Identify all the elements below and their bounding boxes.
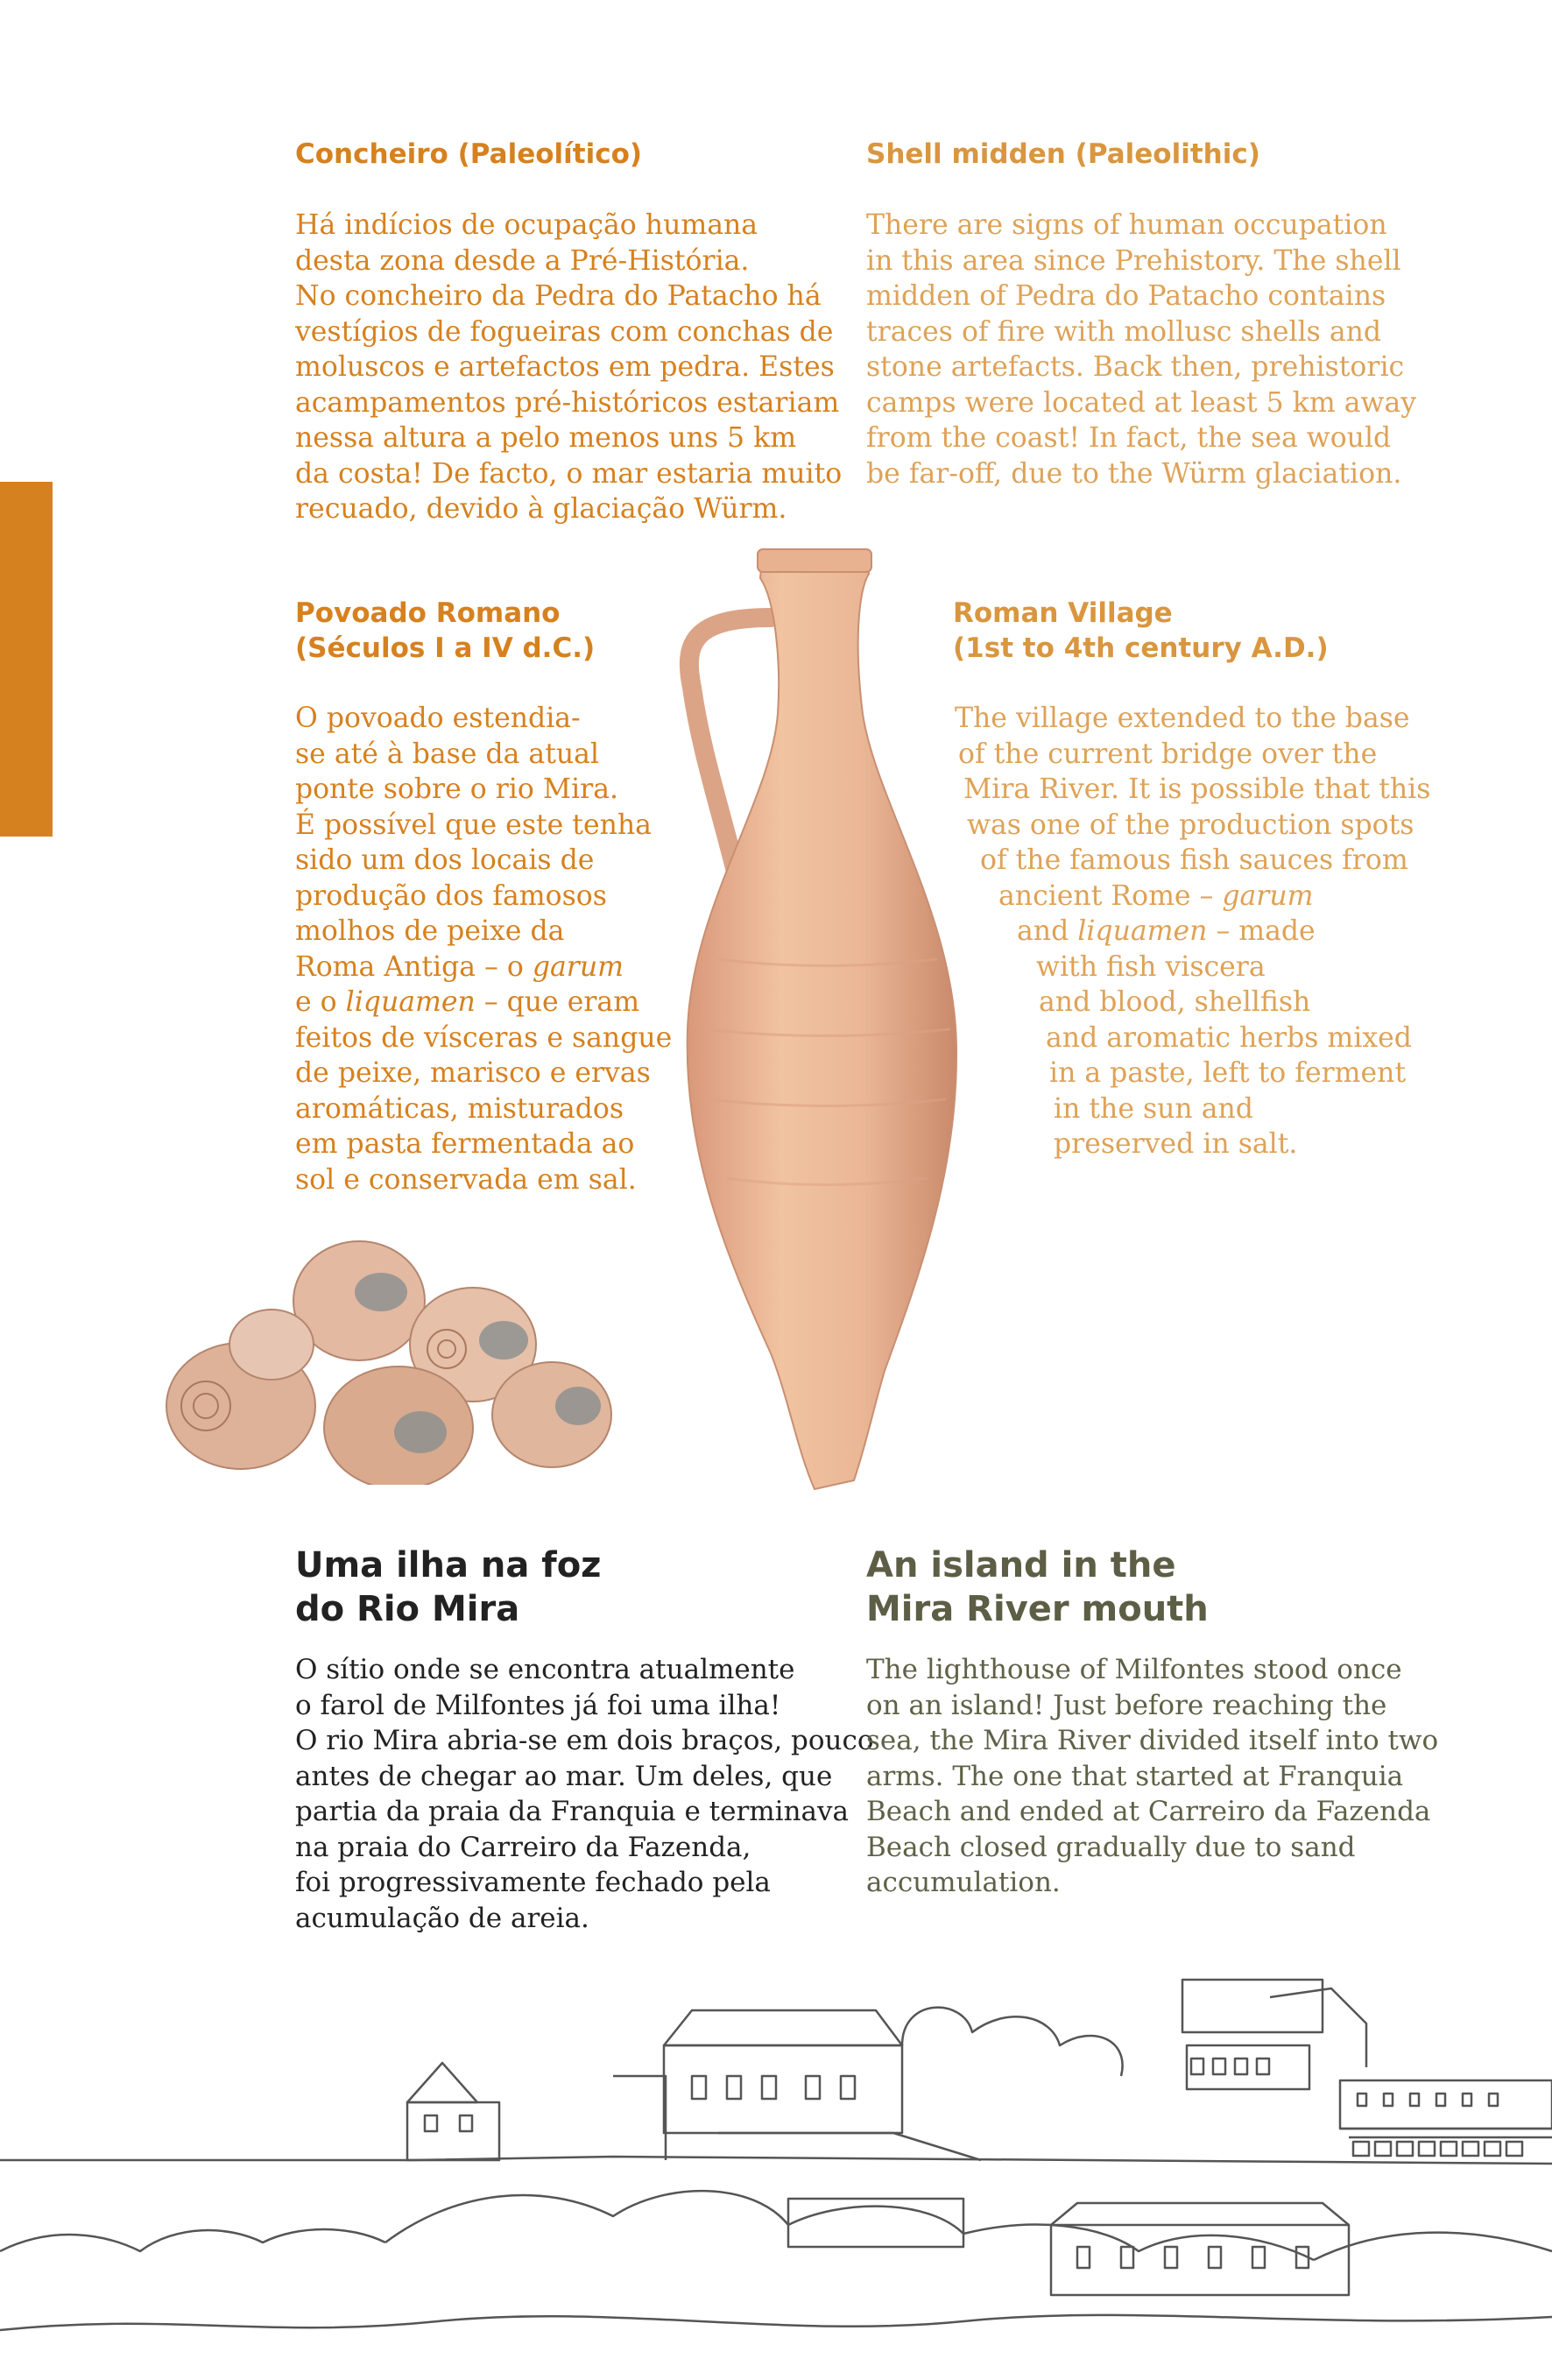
- text-line: stone artefacts. Back then, prehistoric: [866, 351, 1405, 383]
- text-line: be far-off, due to the Würm glaciation.: [866, 457, 1402, 490]
- text-line: preserved in salt.: [1054, 1128, 1298, 1160]
- text-line: Há indícios de ocupação humana: [295, 209, 758, 241]
- text-line: in the sun and: [1054, 1092, 1253, 1125]
- text-fragment: and: [1017, 915, 1078, 947]
- text-line: No concheiro da Pedra do Patacho há: [295, 280, 822, 312]
- text-line: on an island! Just before reaching the: [866, 1689, 1387, 1721]
- text-line: Beach and ended at Carreiro da Fazenda: [866, 1796, 1431, 1827]
- paleolithic-title-en: Shell midden (Paleolithic): [866, 138, 1260, 170]
- text-line: aromáticas, misturados: [295, 1092, 624, 1125]
- text-line: vestígios de fogueiras com conchas de: [295, 315, 834, 348]
- text-line: from the coast! In fact, the sea would: [866, 422, 1392, 454]
- text-fragment: e o: [295, 986, 346, 1018]
- text-line: moluscos e artefactos em pedra. Estes: [295, 351, 835, 383]
- village-skyline-illustration: [0, 1962, 1552, 2380]
- text-line: produção dos famosos: [295, 879, 607, 912]
- text-fragment: – made: [1207, 915, 1316, 947]
- text-line: da costa! De facto, o mar estaria muito: [295, 457, 843, 490]
- text-line: O rio Mira abria-se em dois braços, pouco: [295, 1725, 874, 1756]
- text-line: antes de chegar ao mar. Um deles, que: [295, 1760, 833, 1792]
- text-line: camps were located at least 5 km away: [866, 386, 1417, 419]
- text-line: ponte sobre o rio Mira.: [295, 773, 619, 805]
- text-line: sido um dos locais de: [295, 844, 595, 876]
- text-line: was one of the production spots: [967, 809, 1414, 841]
- roman-title-pt-line2: (Séculos I a IV d.C.): [295, 632, 596, 664]
- text-line: and blood, shellfish: [1039, 986, 1311, 1018]
- text-line: desta zona desde a Pré-História.: [295, 244, 750, 277]
- roman-title-en: [953, 596, 1329, 666]
- paleolithic-title-pt: Concheiro (Paleolítico): [295, 138, 643, 170]
- text-line: of the current bridge over the: [958, 738, 1378, 770]
- text-line: The village extended to the base: [955, 703, 1410, 734]
- paleolithic-text-pt: [295, 208, 842, 527]
- roman-title-en-line1: Roman Village: [953, 597, 1173, 629]
- island-text-en: [866, 1652, 1438, 1901]
- island-title-pt-line1: Uma ilha na foz: [295, 1545, 602, 1585]
- liquamen-term: liquamen: [345, 986, 476, 1018]
- text-line: and aromatic herbs mixed: [1046, 1021, 1412, 1054]
- text-line: in this area since Prehistory. The shell: [866, 244, 1401, 277]
- text-line: The lighthouse of Milfontes stood once: [866, 1654, 1402, 1685]
- text-line: O povoado estendia-: [295, 703, 581, 734]
- liquamen-term: liquamen: [1077, 915, 1208, 947]
- amphora-illustration: [666, 539, 963, 1502]
- text-line: traces of fire with mollusc shells and: [866, 315, 1382, 348]
- text-line: O sítio onde se encontra atualmente: [295, 1654, 795, 1685]
- text-line: molhos de peixe da: [295, 915, 565, 947]
- text-line: se até à base da atual: [295, 738, 600, 770]
- island-title-pt: [295, 1543, 601, 1631]
- text-line: recuado, devido à glaciação Würm.: [295, 493, 787, 525]
- roman-title-en-line2: (1st to 4th century A.D.): [953, 632, 1329, 664]
- text-fragment: – que eram: [475, 986, 640, 1018]
- text-line: partia da praia da Franquia e terminava: [295, 1796, 850, 1827]
- text-line: feitos de vísceras e sangue: [295, 1021, 673, 1054]
- island-title-en: [866, 1543, 1209, 1631]
- snail-shells-illustration: [149, 1231, 631, 1485]
- text-line: sol e conservada em sal.: [295, 1163, 637, 1196]
- island-title-pt-line2: do Rio Mira: [295, 1589, 520, 1629]
- text-line: sea, the Mira River divided itself into two: [866, 1725, 1439, 1756]
- text-line: em pasta fermentada ao: [295, 1128, 635, 1160]
- island-title-en-line2: Mira River mouth: [866, 1589, 1209, 1629]
- text-line: foi progressivamente fechado pela: [295, 1867, 771, 1898]
- text-line: midden of Pedra do Patacho contains: [866, 280, 1386, 312]
- text-line: acampamentos pré-históricos estariam: [295, 386, 840, 419]
- paleolithic-text-en: [866, 208, 1416, 491]
- text-line: arms. The one that started at Franquia: [866, 1760, 1404, 1792]
- garum-term: garum: [1222, 879, 1314, 912]
- text-line: accumulation.: [866, 1867, 1061, 1898]
- text-line: É possível que este tenha: [295, 809, 652, 841]
- garum-term: garum: [532, 950, 624, 983]
- text-line: acumulação de areia.: [295, 1902, 589, 1934]
- text-line: Beach closed gradually due to sand: [866, 1831, 1356, 1863]
- text-fragment: ancient Rome –: [998, 879, 1223, 912]
- roman-title-pt: [295, 596, 595, 666]
- text-line: in a paste, left to ferment: [1049, 1057, 1407, 1089]
- text-line: de peixe, marisco e ervas: [295, 1057, 651, 1089]
- text-line: Mira River. It is possible that this: [963, 773, 1431, 805]
- island-text-pt: [295, 1652, 874, 1936]
- text-line: with fish viscera: [1036, 950, 1266, 983]
- text-line: na praia do Carreiro da Fazenda,: [295, 1831, 751, 1863]
- island-title-en-line1: An island in the: [866, 1545, 1176, 1585]
- text-line: o farol de Milfontes já foi uma ilha!: [295, 1689, 781, 1721]
- text-fragment: Roma Antiga – o: [295, 950, 533, 983]
- text-line: There are signs of human occupation: [866, 209, 1387, 241]
- roman-title-pt-line1: Povoado Romano: [295, 597, 561, 629]
- text-line: of the famous fish sauces from: [980, 844, 1408, 876]
- text-line: nessa altura a pelo menos uns 5 km: [295, 422, 797, 454]
